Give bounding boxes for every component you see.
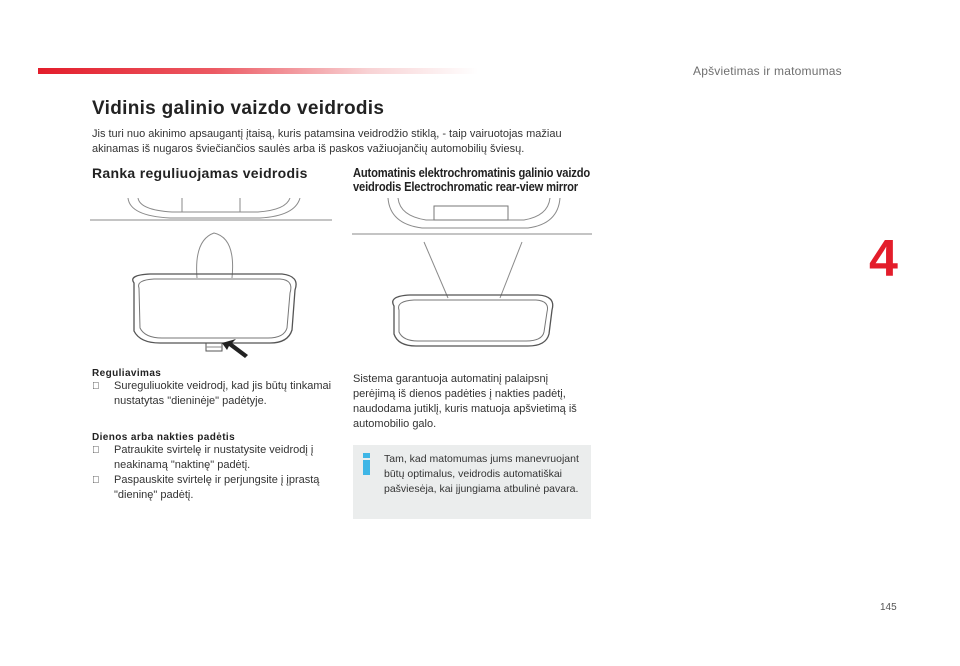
info-box bbox=[353, 445, 591, 519]
chapter-accent-bar bbox=[38, 68, 478, 74]
adjust-section bbox=[92, 368, 332, 409]
auto-mirror-description: Sistema garantuoja automatinį palaipsnį perėjimą iš dienos padėties į nakties padėtį, naudodama jutiklį, kuris matuoja apšvietimą iš automobilio galo. bbox=[353, 373, 577, 430]
page-number: 145 bbox=[880, 602, 897, 613]
list-item-text: Paspauskite svirtelę ir perjungsite į įprastą "dieninę" padėtį. bbox=[114, 474, 320, 501]
bullet-mark bbox=[92, 443, 114, 473]
list-item bbox=[92, 379, 332, 409]
intro-paragraph: Jis turi nuo akinimo apsaugantį įtaisą, kuris patamsina veidrodžio stiklą, - taip vairuotojas mažiau akinamas iš nugaros šviečiančios saulės arba iš paskos važiuojančių automobilių šviesų. bbox=[92, 128, 562, 155]
adjust-label: Reguliavimas bbox=[92, 368, 162, 379]
section-title: Apšvietimas ir matomumas bbox=[693, 64, 842, 78]
list-item-text: Sureguliuokite veidrodį, kad jis būtų tinkamai nustatytas "dieninėje" padėtyje. bbox=[114, 380, 332, 407]
daynight-label: Dienos arba nakties padėtis bbox=[92, 432, 236, 443]
info-text: Tam, kad matomumas jums manevruojant būtų optimalus, veidrodis automatiškai pašviesėja, kai įjungiama atbulinė pavara. bbox=[384, 453, 579, 495]
auto-mirror-illustration bbox=[352, 198, 592, 350]
manual-mirror-heading: Ranka reguliuojamas veidrodis bbox=[92, 165, 308, 181]
daynight-section bbox=[92, 432, 332, 503]
list-item bbox=[92, 443, 332, 473]
info-icon bbox=[362, 453, 371, 475]
manual-mirror-illustration bbox=[90, 198, 332, 358]
bullet-mark bbox=[92, 473, 114, 503]
page-title: Vidinis galinio vaizdo veidrodis bbox=[92, 98, 385, 119]
auto-mirror-heading: Automatinis elektrochromatinis galinio vaizdo veidrodis Electrochromatic rear-view mirror bbox=[353, 165, 591, 194]
list-item bbox=[92, 473, 332, 503]
list-item-text: Patraukite svirtelę ir nustatysite veidrodį į neakinamą "naktinę" padėtį. bbox=[114, 444, 314, 471]
bullet-mark bbox=[92, 379, 114, 409]
chapter-number: 4 bbox=[869, 230, 898, 288]
